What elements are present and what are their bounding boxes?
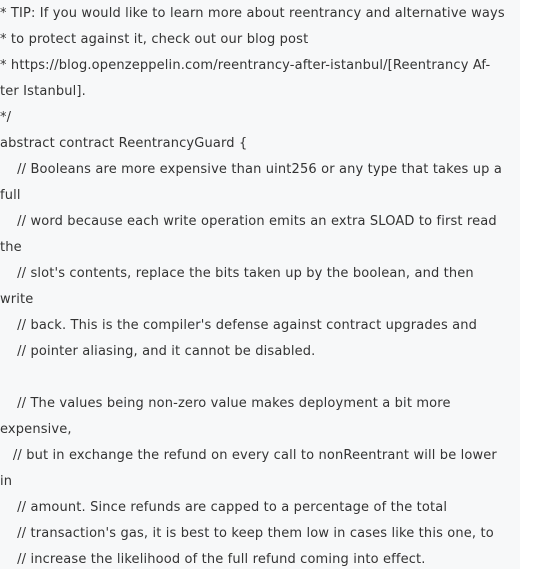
code-line: expensive, <box>0 422 72 437</box>
code-line: full <box>0 188 21 203</box>
code-line: * to protect against it, check out our blog post <box>0 32 309 47</box>
code-line: // transaction's gas, it is best to keep them low in cases like this one, to <box>0 526 494 541</box>
code-line: // slot's contents, replace the bits taken up by the boolean, and then <box>0 266 474 281</box>
code-line: * TIP: If you would like to learn more about reentrancy and alternative ways <box>0 6 505 21</box>
code-line: // The values being non-zero value makes deployment a bit more <box>0 396 451 411</box>
code-line: // Booleans are more expensive than uint256 or any type that takes up a <box>0 162 502 177</box>
code-line: // but in exchange the refund on every call to nonReentrant will be lower <box>0 448 497 463</box>
code-line: */ <box>0 110 12 125</box>
code-line: in <box>0 474 13 489</box>
code-line: // back. This is the compiler's defense against contract upgrades and <box>0 318 478 333</box>
code-line: abstract contract ReentrancyGuard { <box>0 136 248 151</box>
code-line: // amount. Since refunds are capped to a percentage of the total <box>0 500 448 515</box>
code-line: // pointer aliasing, and it cannot be disabled. <box>0 344 316 359</box>
code-line: // increase the likelihood of the full refund coming into effect. <box>0 552 426 567</box>
code-line: // word because each write operation emits an extra SLOAD to first read <box>0 214 497 229</box>
code-line: write <box>0 292 34 307</box>
code-line: ter Istanbul]. <box>0 84 86 99</box>
code-line: the <box>0 240 22 255</box>
code-line: * https://blog.openzeppelin.com/reentrancy-after-istanbul/[Reentrancy Af- <box>0 58 491 73</box>
